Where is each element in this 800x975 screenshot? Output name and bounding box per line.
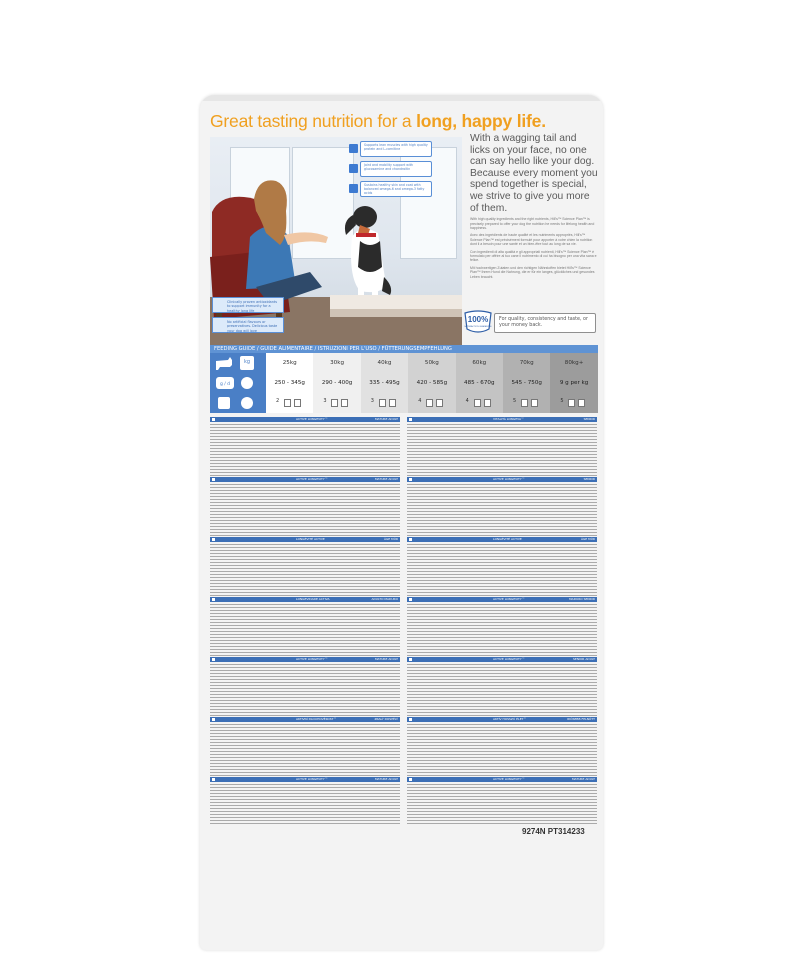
language-block-title: ACTIVE LONGEVITY™: [493, 777, 525, 781]
dog-weight: 70kg: [519, 360, 534, 366]
daily-grams: 420 - 585g: [416, 380, 448, 386]
flag-icon: [212, 598, 215, 601]
dog-weight: 50kg: [424, 360, 439, 366]
flag-icon: [212, 478, 215, 481]
language-block-text: [210, 664, 400, 716]
language-block-text: [210, 544, 400, 596]
language-block-title: ACTIVE LONGEVITY™: [296, 417, 328, 421]
language-block-title: LONGEVIDADE ACTIVA: [296, 597, 330, 601]
feeding-column: [313, 353, 360, 413]
measuring-cup-icon: [568, 399, 575, 407]
measuring-cup-icon: [521, 399, 528, 407]
language-block-header: [210, 537, 400, 542]
daily-grams: 335 - 495g: [369, 380, 400, 386]
measuring-cup-icon: [531, 399, 538, 407]
seal-percent: 100%: [467, 315, 489, 324]
lifestyle-photo: [210, 137, 462, 345]
language-block-subtitle: ÂGE MÛR: [383, 537, 398, 541]
language-block-subtitle: SENIOR: [583, 477, 595, 481]
measuring-cup-icon: [379, 399, 386, 407]
language-block-subtitle: ÂGE MÛR: [580, 537, 595, 541]
cup-amount: [503, 393, 550, 413]
language-block-title: ACTIVE LONGEVITY™: [493, 657, 525, 661]
dog-icon: [216, 357, 232, 370]
feeding-column: [266, 353, 313, 413]
language-block-text: [407, 664, 597, 716]
language-block-header: [407, 717, 597, 722]
daily-grams: 250 - 345g: [274, 380, 305, 386]
language-block-text: [210, 784, 400, 824]
language-block-title: VITALITÀ LONGEVA™: [493, 417, 525, 421]
cup-count: 4: [418, 398, 422, 404]
language-block-header: [210, 477, 400, 482]
language-block-title: ACTIVE LONGEVITY™: [296, 657, 328, 661]
scoop-icon: [241, 397, 253, 409]
flag-icon: [212, 778, 215, 781]
language-block-title: AKTÍV HOSSZÚ ÉLET™: [493, 717, 527, 721]
language-block-subtitle: ADULTO MADURO: [371, 597, 398, 601]
cup-amount: [313, 393, 360, 413]
measuring-cup-icon: [578, 399, 585, 407]
language-block-header: [210, 597, 400, 602]
multilingual-info: [210, 417, 598, 837]
feeding-guide: [210, 345, 598, 413]
flag-icon: [212, 658, 215, 661]
language-block-text: [210, 424, 400, 476]
cup-count: 2: [276, 398, 280, 404]
language-block-header: [407, 477, 597, 482]
language-block: [210, 417, 400, 477]
language-block-subtitle: MATURE ADULT: [571, 777, 595, 781]
weight-unit-label: kg: [243, 359, 251, 365]
language-block: [210, 477, 400, 537]
satisfaction-guarantee: [462, 307, 598, 339]
flag-icon: [409, 538, 412, 541]
language-block-header: [210, 777, 400, 782]
measuring-cup-icon: [474, 399, 481, 407]
flag-icon: [212, 718, 215, 721]
language-block-subtitle: ZRALÝ DOSPĚLÝ: [374, 717, 398, 721]
language-block: [210, 717, 400, 777]
language-block: [210, 597, 400, 657]
skin-coat-icon: [349, 184, 358, 193]
cup-count: 5: [560, 398, 564, 404]
flag-icon: [409, 778, 412, 781]
measuring-cup-icon: [389, 399, 396, 407]
dog-weight: 80kg+: [564, 360, 584, 366]
language-block-text: [210, 604, 400, 656]
language-block-subtitle: MATURE ADULT: [374, 417, 398, 421]
language-block-title: ACTIVE LONGEVITY™: [493, 477, 525, 481]
language-block: [407, 717, 597, 777]
language-block: [407, 537, 597, 597]
callout-antioxidants: Clinically proven antioxidants to support immunity for a healthy long life: [212, 297, 284, 313]
language-block-subtitle: IDŐSEBB FELNŐTT: [567, 717, 595, 721]
headline-bold: long, happy life.: [416, 111, 546, 131]
cup-amount: [408, 393, 455, 413]
product-code: 9274N PT314233: [522, 827, 585, 836]
language-block-header: [407, 597, 597, 602]
language-block: [407, 417, 597, 477]
bag-seal-strip: [200, 95, 603, 101]
callout-protein: Supports lean muscles with high quality protein and L-carnitine: [360, 141, 432, 157]
measuring-cup-icon: [436, 399, 443, 407]
flag-icon: [212, 418, 215, 421]
flag-icon: [212, 538, 215, 541]
guarantee-seal-icon: [462, 309, 494, 335]
language-block-text: [407, 424, 597, 476]
measuring-cup-icon: [484, 399, 491, 407]
seal-caption: SATISFACTION GUARANTEE: [464, 326, 492, 328]
language-block: [407, 477, 597, 537]
language-block: [407, 657, 597, 717]
language-block-header: [407, 777, 597, 782]
product-bag-back: [200, 95, 603, 950]
callout-joint: Joint and mobility support with glucosamine and chondroitin: [360, 161, 432, 177]
feeding-column: [550, 353, 597, 413]
headline-prefix: Great tasting nutrition for a: [210, 111, 417, 131]
language-block-header: [407, 657, 597, 662]
feeding-column: [361, 353, 408, 413]
daily-grams: 290 - 400g: [321, 380, 353, 386]
measuring-cup-icon: [426, 399, 433, 407]
measuring-cup-icon: [294, 399, 301, 407]
language-block-subtitle: MATURE ADULT: [374, 777, 398, 781]
language-block-title: ACTIVE LONGEVITY™: [493, 597, 525, 601]
feeding-column: [408, 353, 455, 413]
language-block-header: [407, 417, 597, 422]
language-block: [210, 537, 400, 597]
flag-icon: [409, 598, 412, 601]
cup-amount: [266, 393, 313, 413]
language-block-text: [407, 544, 597, 596]
cup-amount: [361, 393, 408, 413]
cup-icon: [218, 397, 230, 409]
language-block-text: [210, 724, 400, 776]
flag-icon: [409, 418, 412, 421]
intro-en: With high quality ingredients and the right nutrients, Hill's™ Science Plan™ is precisely prepared to offer your dog the nutrition he needs for lifelong health and happiness.: [470, 217, 595, 230]
cup-amount: [550, 393, 597, 413]
dog-weight: 30kg: [330, 360, 345, 366]
grams-label: g / d: [219, 382, 231, 387]
dog-weight: 25kg: [282, 360, 297, 366]
flag-icon: [409, 718, 412, 721]
daily-grams: 9 g per kg: [559, 380, 589, 386]
dog-weight: 40kg: [377, 360, 392, 366]
flag-icon: [409, 658, 412, 661]
language-block-header: [407, 537, 597, 542]
protein-icon: [349, 144, 358, 153]
intro-text: With a wagging tail and licks on your face, no one can say hello like your dog. Because every moment you spend together is special, we strive to give you more of them.: [470, 133, 598, 214]
measuring-cup-icon: [331, 399, 338, 407]
flag-icon: [409, 478, 412, 481]
language-block-text: [210, 484, 400, 536]
language-block: [210, 777, 400, 837]
language-block-title: LONGÉVITÉ ACTIVE: [296, 537, 325, 541]
language-block-subtitle: MATURE ADULT: [374, 657, 398, 661]
language-block-header: [210, 417, 400, 422]
language-block-subtitle: SENIOR: [583, 417, 595, 421]
daily-grams: 485 - 670g: [464, 380, 495, 386]
language-block-text: [407, 784, 597, 824]
language-block: [210, 657, 400, 717]
cup-count: 3: [323, 398, 327, 404]
intro-fr: Avec des ingrédients de haute qualité et les nutriments appropriés, Hill's™ Science Plan™ est précisément formulé pour apporter à votre chien la nutrition dont il a besoin pour une santé et un bien-être tout au long de sa vie.: [470, 233, 593, 247]
feeding-icons-column: [210, 353, 266, 413]
measuring-cup-icon: [284, 399, 291, 407]
language-block-title: AKTIVNÍ DLOUHOVĚKOST™: [296, 717, 337, 721]
bowl-icon: [241, 377, 253, 389]
headline: [210, 111, 546, 132]
callout-skin-coat: Sustains healthy skin and coat with balanced omega-6 and omega-3 fatty acids: [360, 181, 432, 197]
feeding-column: [456, 353, 503, 413]
intro-de: Mit hochwertigen Zutaten und den richtigen Nährstoffen bietet Hill's™ Science Plan™ Ihrem Hund die Nahrung, die er für ein langes, glückliches und gesundes Leben braucht.: [470, 265, 595, 279]
cup-amount: [456, 393, 503, 413]
callout-no-artificial: No artificial flavours or preservatives. Delicious taste your dog will love: [212, 317, 284, 333]
intro-it: Con ingredienti di alta qualità e gli appropriati nutrienti, Hill's™ Science Plan™ è formulato per offrire al tuo cane il nutrimento di cui ha bisogno per una vita sana e felice.: [470, 249, 597, 263]
joint-icon: [349, 164, 358, 173]
feeding-table: [210, 353, 598, 413]
language-block-text: [407, 604, 597, 656]
cup-count: 5: [513, 398, 517, 404]
intro-column: [470, 133, 598, 279]
language-block-header: [210, 657, 400, 662]
dog-weight: 60kg: [472, 360, 487, 366]
language-block-text: [407, 724, 597, 776]
cup-count: 3: [370, 398, 374, 404]
measuring-cup-icon: [341, 399, 348, 407]
language-block: [407, 597, 597, 657]
feeding-icons: [210, 353, 266, 413]
language-block-header: [210, 717, 400, 722]
language-block-title: ACTIVE LONGEVITY™: [296, 777, 328, 781]
language-block-subtitle: MADURO SENIOR: [569, 597, 595, 601]
feeding-guide-header: FEEDING GUIDE / GUIDE ALIMENTAIRE / ISTRUZIONI PER L'USO / FÜTTERUNGSEMPFEHLUNG: [210, 345, 598, 353]
feeding-column: [503, 353, 550, 413]
guarantee-text: For quality, consistency and taste, or your money back.: [494, 313, 596, 333]
language-block-subtitle: SENIOR ADULT: [573, 657, 595, 661]
language-block-title: ACTIVE LONGEVITY™: [296, 477, 328, 481]
language-block-title: LONGÉVITÉ ACTIVE: [493, 537, 522, 541]
language-block-text: [407, 484, 597, 536]
daily-grams: 545 - 750g: [511, 380, 542, 386]
cup-count: 4: [465, 398, 469, 404]
language-block-subtitle: MATURE ADULT: [374, 477, 398, 481]
